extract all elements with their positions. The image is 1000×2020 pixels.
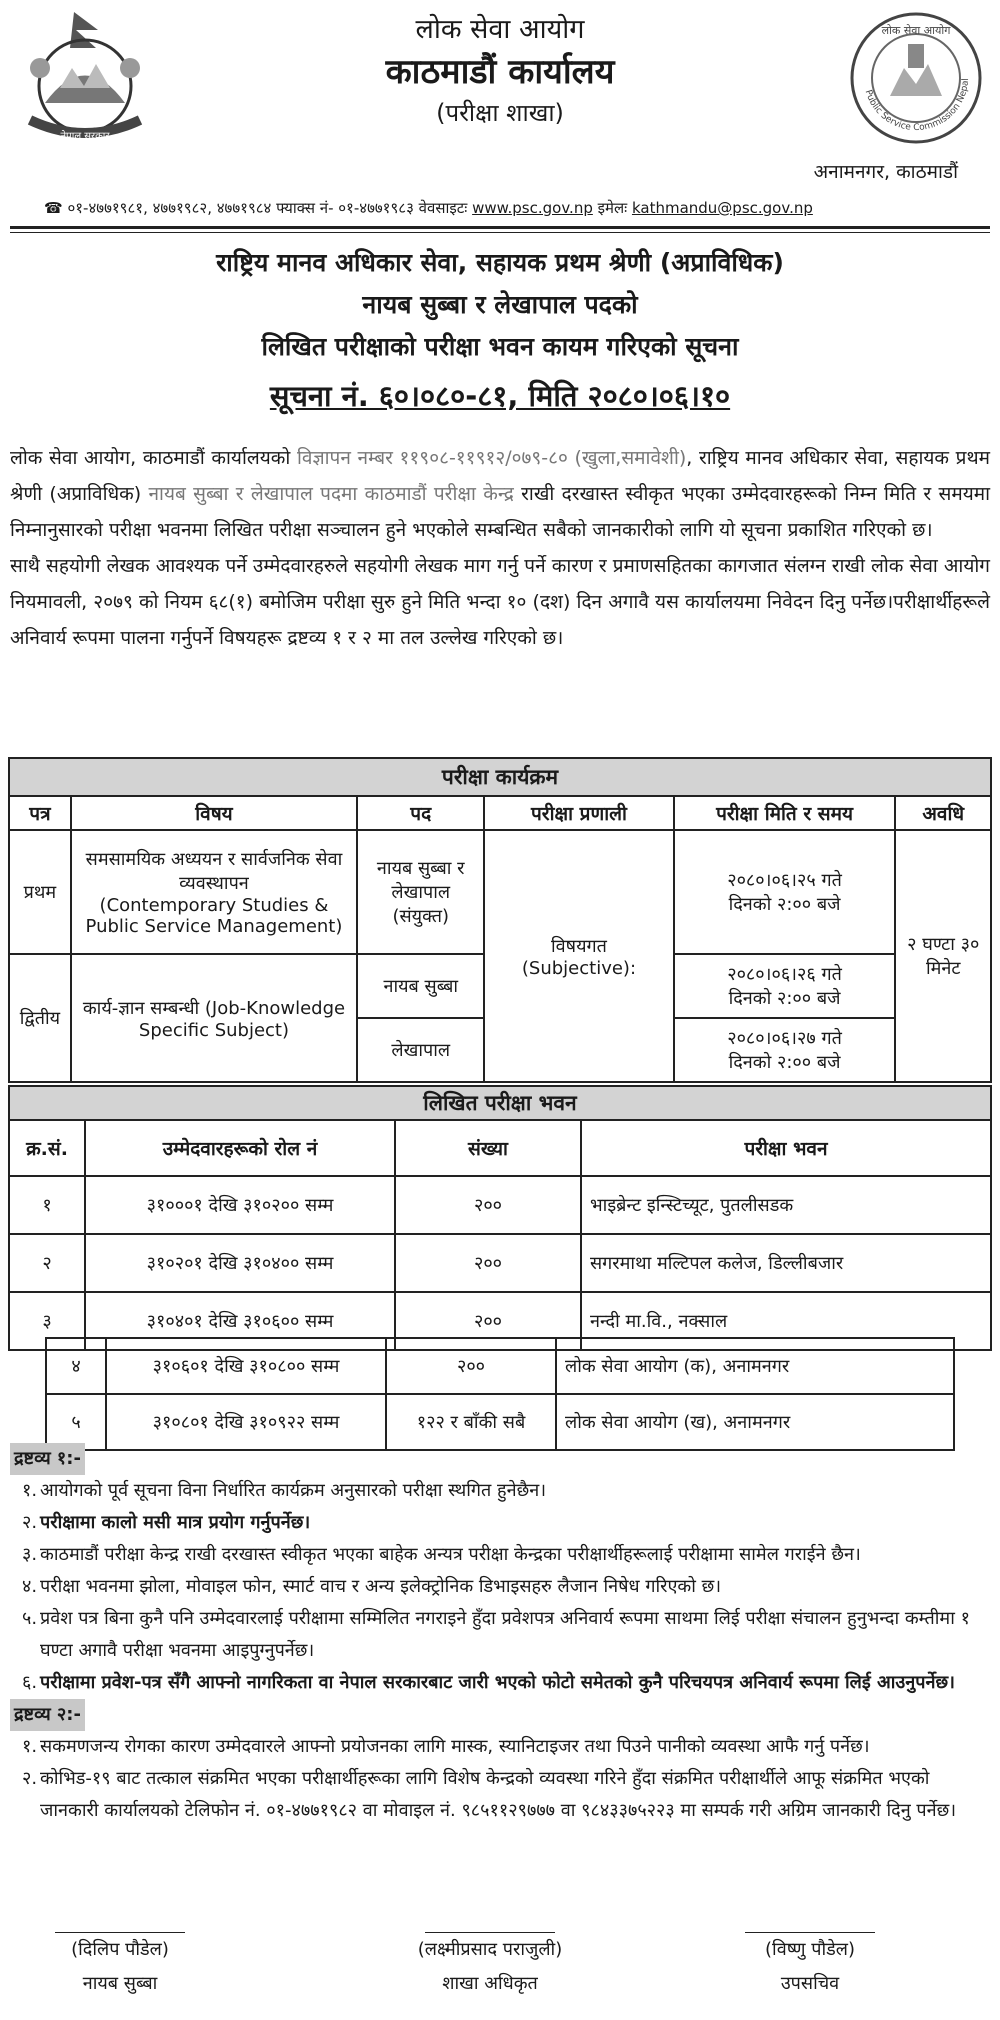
exam-duration: २ घण्टा ३० मिनेट xyxy=(895,830,991,1082)
office-name: काठमाडौं कार्यालय xyxy=(385,52,615,92)
signatory-title: उपसचिव xyxy=(780,1973,840,1994)
col-date-time: परीक्षा मिति र समय xyxy=(674,796,896,830)
programme-heading: परीक्षा कार्यक्रम xyxy=(9,758,991,796)
signatory-name: (लक्ष्मीप्रसाद पराजुली) xyxy=(417,1939,563,1960)
col-post: पद xyxy=(357,796,484,830)
notes-2-list xyxy=(10,1731,990,1827)
exam-halls-table xyxy=(8,1085,992,1351)
table-row: १ ३१०००१ देखि ३१०२०० सम्म २०० भाइब्रेन्ट इन्स्टिच्यूट, पुतलीसडक xyxy=(9,1176,991,1234)
table-row: ४ ३१०६०१ देखि ३१०८०० सम्म २०० लोक सेवा आयोग (क), अनामनगर xyxy=(46,1338,954,1394)
branch-name: (परीक्षा शाखा) xyxy=(436,99,564,127)
col-subject: विषय xyxy=(71,796,357,830)
table-row: ५ ३१०८०१ देखि ३१०९२२ सम्म १२२ र बाँकी सबै लोक सेवा आयोग (ख), अनामनगर xyxy=(46,1394,954,1450)
website-link[interactable]: www.psc.gov.np xyxy=(472,199,593,217)
svg-text:लोक सेवा आयोग: लोक सेवा आयोग xyxy=(881,24,951,37)
list-item: २. कोभिड-१९ बाट तत्काल संक्रमित भएका परीक्षार्थीहरूका लागि विशेष केन्द्रको व्यवस्था गरिने हुँदा संक्रमित परीक्षार्थीले आफू संक्रमित भएको जानकारी कार्यालयको टेलिफोन नं. ०१-४७७१९८२ वा मोवाइल नं. ९८५११२९७७७ वा ९८४३३७५२२३ मा सम्पर्क गरी अग्रिम जानकारी दिनु पर्नेछ। xyxy=(22,1768,957,1821)
title-line-1: राष्ट्रिय मानव अधिकार सेवा, सहायक प्रथम श्रेणी (अप्राविधिक) xyxy=(216,248,784,277)
header-divider xyxy=(10,226,990,229)
paragraph-2: साथै सहयोगी लेखक आवश्यक पर्ने उम्मेदवारहरुले सहयोगी लेखक माग गर्नु पर्ने कारण र प्रमाणसहितका कागजात संलग्न राखी लोक सेवा आयोग नियमावली, २०७९ को नियम ६८(१) बमोजिम परीक्षा सुरु हुने मिति भन्दा १० (दश) दिन अगावै यस कार्यालयमा निवेदन दिनु पर्नेछ।परीक्षार्थीहरूले अनिवार्य रूपमा पालना गर्नुपर्ने विषयहरू द्रष्टव्य १ र २ मा तल उल्लेख गरिएको छ। xyxy=(10,555,990,649)
paragraph-1: लोक सेवा आयोग, काठमाडौं कार्यालयको विज्ञापन नम्बर ११९०८-११९१२/०७९-८० (खुला,समावेशी), राष्ट्रिय मानव अधिकार सेवा, सहायक प्रथम श्रेणी (अप्राविधिक) नायब सुब्बा र लेखापाल पदमा काठमाडौं परीक्षा केन्द्र राखी दरखास्त स्वीकृत भएका उम्मेदवारहरूको निम्न मिति र समयमा निम्नानुसारको परीक्षा भवनमा लिखित परीक्षा सञ्चालन हुने भएकोले सम्बन्धित सबैको जानकारीको लागि यो सूचना प्रकाशित गरिएको छ। xyxy=(10,447,990,541)
signatory-name: (दिलिप पौडेल) xyxy=(71,1939,169,1960)
list-item: ६. परीक्षामा प्रवेश-पत्र सँगै आफ्नो नागरिकता वा नेपाल सरकारबाट जारी भएको फोटो समेतको कुनै परिचयपत्र अनिवार्य रूपमा लिई आउनुपर्नेछ। xyxy=(22,1672,955,1693)
paper-first: प्रथम xyxy=(9,830,71,954)
org-name: लोक सेवा आयोग xyxy=(415,14,585,45)
contact-line xyxy=(44,198,813,218)
email-link[interactable]: kathmandu@psc.gov.np xyxy=(631,199,813,217)
post-nayab-subba: नायब सुब्बा xyxy=(357,954,484,1018)
list-item: ४. परीक्षा भवनमा झोला, मोवाइल फोन, स्मार्ट वाच र अन्य इलेक्ट्रोनिक डिभाइसहरु लैजान निषेध गरिएको छ। xyxy=(22,1576,722,1597)
notice-title xyxy=(0,242,1000,424)
col-duration: अवधि xyxy=(895,796,991,830)
table-row: ३ ३१०४०१ देखि ३१०६०० सम्म २०० नन्दी मा.वि., नक्साल xyxy=(9,1292,991,1350)
list-item: १. आयोगको पूर्व सूचना विना निर्धारित कार्यक्रम अनुसारको परीक्षा स्थगित हुनेछैन। xyxy=(22,1480,547,1501)
title-line-3: लिखित परीक्षाको परीक्षा भवन कायम गरिएको सूचना xyxy=(261,332,739,361)
signature-2 xyxy=(370,1932,610,2001)
col-system: परीक्षा प्रणाली xyxy=(484,796,673,830)
notes-1-list xyxy=(10,1475,990,1699)
subject-first: समसामयिक अध्ययन र सार्वजनिक सेवा व्यवस्थापन (Contemporary Studies & Public Service Management) xyxy=(71,830,357,954)
list-item: ३. काठमाडौं परीक्षा केन्द्र राखी दरखास्त स्वीकृत भएका बाहेक अन्यत्र परीक्षा केन्द्रका परीक्षार्थीहरूलाई परीक्षामा सामेल गराईने छैन। xyxy=(22,1544,861,1565)
col-venue: परीक्षा भवन xyxy=(581,1120,991,1176)
signatory-name: (विष्णु पौडेल) xyxy=(765,1939,855,1960)
list-item: २. परीक्षामा कालो मसी मात्र प्रयोग गर्नुपर्नेछ। xyxy=(22,1512,311,1533)
title-line-2: नायब सुब्बा र लेखापाल पदको xyxy=(362,290,638,319)
date-paper-2a: २०८०।०६।२६ गते दिनको २:०० बजे xyxy=(674,954,896,1018)
header-divider-thin xyxy=(10,232,990,233)
paper-second: द्वितीय xyxy=(9,954,71,1082)
date-paper-1: २०८०।०६।२५ गते दिनको २:०० बजे xyxy=(674,830,896,954)
email-label: इमेलः xyxy=(597,199,628,217)
svg-text:नेपाल सरकार: नेपाल सरकार xyxy=(60,131,110,142)
list-item: ५. प्रवेश पत्र बिना कुनै पनि उम्मेदवारलाई परीक्षामा सम्मिलित नगराइने हुँदा प्रवेशपत्र अनिवार्य रूपमा साथमा लिई परीक्षा संचालन हुनुभन्दा कम्तीमा १ घण्टा अगावै परीक्षा भवनमा आइपुग्नुपर्नेछ। xyxy=(22,1608,970,1661)
exam-halls-table-continued xyxy=(45,1337,955,1451)
psc-seal-icon xyxy=(846,8,986,148)
notes-section xyxy=(10,1443,990,1827)
halls-heading: लिखित परीक्षा भवन xyxy=(9,1086,991,1120)
notes-1-heading: द्रष्टव्य १:- xyxy=(10,1443,85,1475)
table-row: २ ३१०२०१ देखि ३१०४०० सम्म २०० सगरमाथा मल्टिपल कलेज, डिल्लीबजार xyxy=(9,1234,991,1292)
signatory-title: नायब सुब्बा xyxy=(82,1973,158,1994)
subject-second: कार्य-ज्ञान सम्बन्धी (Job-Knowledge Specific Subject) xyxy=(71,954,357,1082)
signature-1 xyxy=(30,1932,210,2001)
svg-text:Public Service Commission Nepa: Public Service Commission Nepal xyxy=(862,78,972,134)
post-joint: नायब सुब्बा र लेखापाल (संयुक्त) xyxy=(357,830,484,954)
date-paper-2b: २०८०।०६।२७ गते दिनको २:०० बजे xyxy=(674,1018,896,1082)
col-count: संख्या xyxy=(395,1120,581,1176)
col-sn: क्र.सं. xyxy=(9,1120,85,1176)
list-item: १. सकमणजन्य रोगका कारण उम्मेदवारले आफ्नो प्रयोजनका लागि मास्क, स्यानिटाइजर तथा पिउने पानीको व्यवस्था आफै गर्नु पर्नेछ। xyxy=(22,1736,870,1757)
notice-number: सूचना नं. ६०।०८०-८१, मिति २०८०।०६।१० xyxy=(269,379,731,413)
office-address: अनामनगर, काठमाडौं xyxy=(813,161,958,183)
col-paper: पत्र xyxy=(9,796,71,830)
col-roll: उम्मेदवारहरूको रोल नं xyxy=(85,1120,395,1176)
signatory-title: शाखा अधिकृत xyxy=(442,1973,538,1994)
phone-fax: ☎ ०१-४७७१९८१, ४७७१९८२, ४७७१९८४ फ्याक्स नं- ०१-४७७१९८३ वेवसाइटः xyxy=(44,199,468,217)
notes-2-heading: द्रष्टव्य २:- xyxy=(10,1699,85,1731)
exam-system: विषयगत (Subjective): xyxy=(484,830,673,1082)
signature-3 xyxy=(720,1932,900,2001)
exam-programme-table xyxy=(8,757,992,1083)
government-emblem-icon xyxy=(10,8,160,148)
notice-body xyxy=(10,440,990,656)
post-lekhapal: लेखापाल xyxy=(357,1018,484,1082)
